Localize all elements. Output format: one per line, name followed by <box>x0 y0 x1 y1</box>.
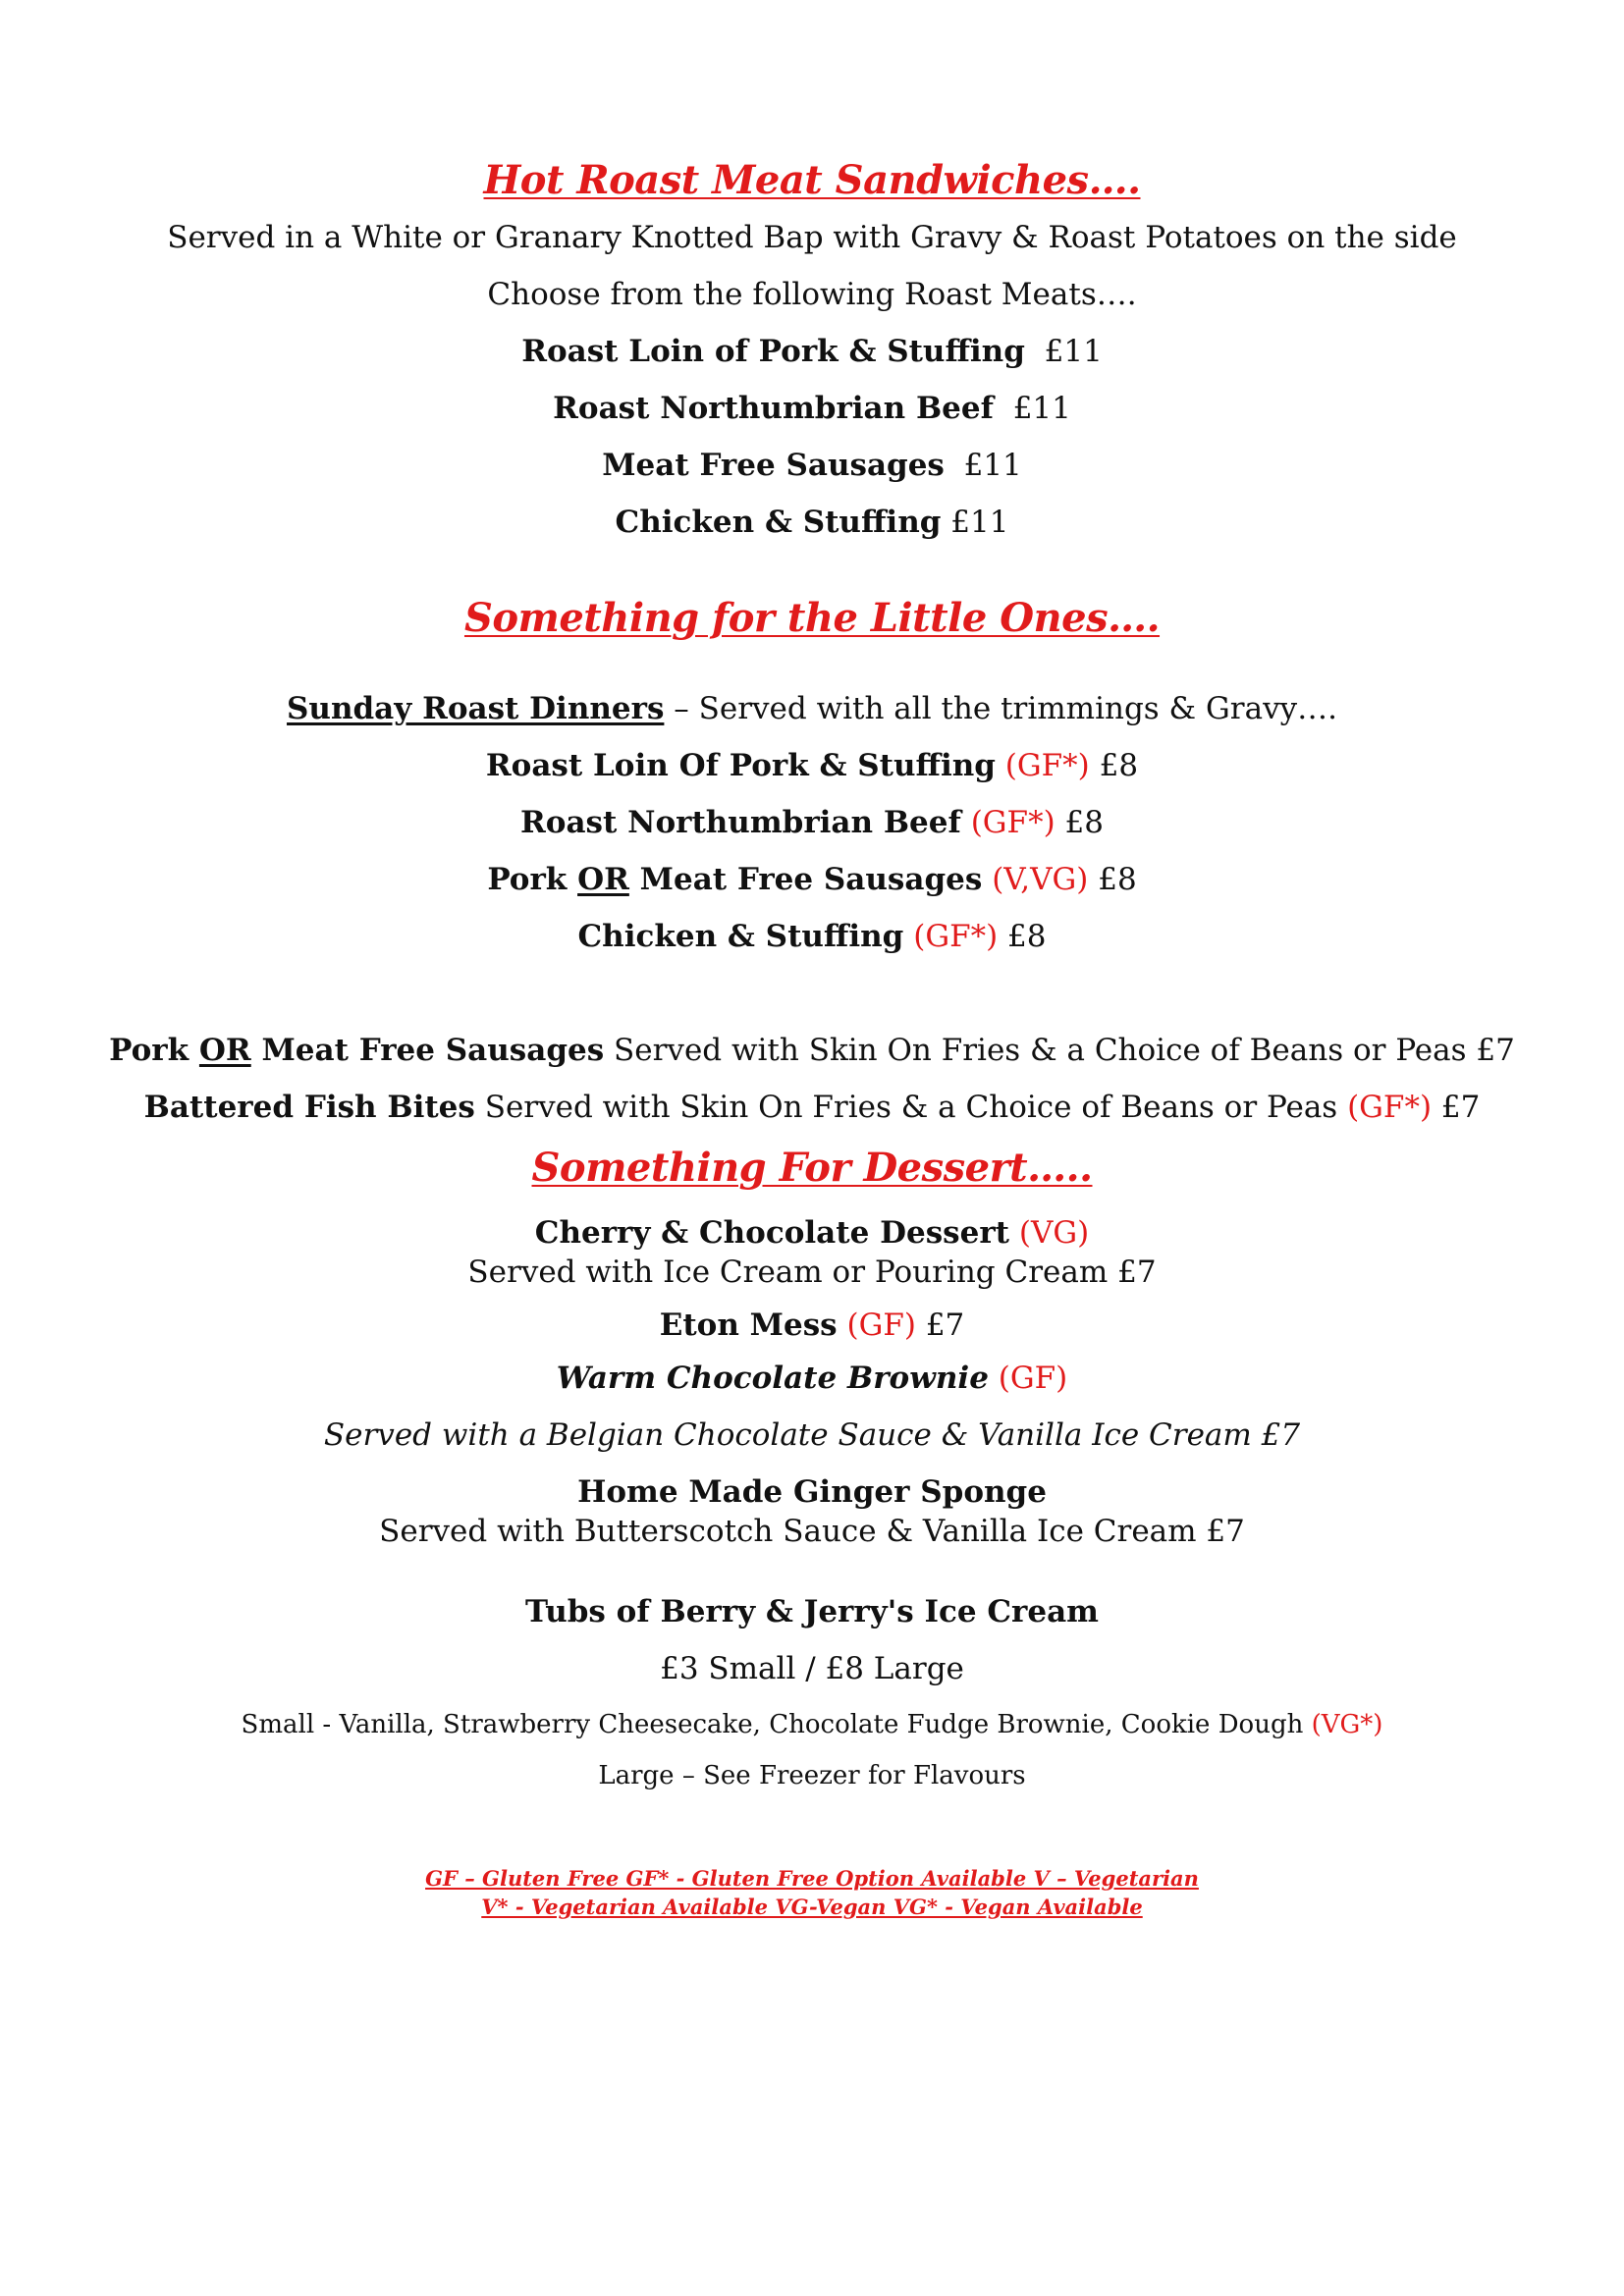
fish-bites-line <box>0 1088 1624 1127</box>
cherry-dessert-desc: Served with Ice Cream or Pouring Cream £7 <box>467 1255 1157 1290</box>
sandwiches-intro: Served in a White or Granary Knotted Bap with Gravy & Roast Potatoes on the side <box>167 220 1457 255</box>
ice-cream-prices: £3 Small / £8 Large <box>660 1651 964 1686</box>
sandwich-item <box>0 389 1624 428</box>
sandwich-price: £11 <box>1012 391 1071 426</box>
fish-bites-name: Battered Fish Bites <box>143 1090 475 1125</box>
sandwich-name: Roast Northumbrian Beef <box>553 391 994 426</box>
dessert-heading: Something For Dessert….. <box>531 1145 1093 1191</box>
roast-name-or: OR <box>577 862 629 897</box>
dietary-tag: (GF) <box>846 1308 916 1343</box>
kids-sausages-name-or: OR <box>198 1033 251 1068</box>
dietary-tag: (GF*) <box>1347 1090 1433 1125</box>
sandwich-name: Roast Loin of Pork & Stuffing <box>521 334 1025 369</box>
small-flavours-line <box>0 1708 1624 1741</box>
dietary-tag: (VG*) <box>1311 1710 1383 1739</box>
sandwich-name: Chicken & Stuffing <box>615 505 942 540</box>
roast-price: £8 <box>1099 748 1139 783</box>
dietary-tag: (GF) <box>998 1361 1068 1396</box>
kids-sausages-desc: Served with Skin On Fries & a Choice of Beans or Peas £7 <box>604 1033 1515 1068</box>
roast-item <box>0 803 1624 842</box>
roast-name: Roast Northumbrian Beef <box>520 805 961 840</box>
little-ones-heading: Something for the Little Ones…. <box>463 595 1161 641</box>
eton-mess-line <box>0 1306 1624 1345</box>
roast-price: £8 <box>1098 862 1137 897</box>
roast-name: Roast Loin Of Pork & Stuffing <box>485 748 996 783</box>
sandwiches-choose: Choose from the following Roast Meats…. <box>487 277 1137 312</box>
sandwich-item <box>0 332 1624 371</box>
sandwich-item <box>0 446 1624 485</box>
roast-price: £8 <box>1064 805 1104 840</box>
fish-bites-price: £7 <box>1440 1090 1481 1125</box>
sandwich-price: £11 <box>950 505 1009 540</box>
dietary-tag: (GF*) <box>913 919 999 954</box>
brownie-desc: Served with a Belgian Chocolate Sauce & Vanilla Ice Cream £7 <box>323 1417 1301 1453</box>
eton-mess-name: Eton Mess <box>659 1308 838 1343</box>
large-flavours: Large – See Freezer for Flavours <box>598 1761 1026 1790</box>
roast-item <box>0 746 1624 785</box>
fish-bites-desc: Served with Skin On Fries & a Choice of Beans or Peas <box>474 1090 1348 1125</box>
dietary-tag: (GF*) <box>1004 748 1090 783</box>
roast-item <box>0 860 1624 899</box>
sunday-roast-line <box>0 689 1624 728</box>
ginger-sponge-name: Home Made Ginger Sponge <box>577 1474 1047 1510</box>
dietary-legend-line1: GF – Gluten Free GF* - Gluten Free Option Available V – Vegetarian <box>425 1866 1199 1891</box>
eton-mess-price: £7 <box>925 1308 965 1343</box>
cherry-dessert-name: Cherry & Chocolate Dessert <box>534 1215 1009 1251</box>
cherry-dessert-line <box>0 1213 1624 1253</box>
dietary-tag: (V,VG) <box>992 862 1089 897</box>
roast-price: £8 <box>1007 919 1047 954</box>
brownie-name: Warm Chocolate Brownie <box>556 1361 989 1396</box>
roast-name-b: Meat Free Sausages <box>628 862 983 897</box>
dietary-tag: (GF*) <box>970 805 1056 840</box>
sandwich-price: £11 <box>1044 334 1103 369</box>
kids-sausages-name-b: Meat Free Sausages <box>250 1033 605 1068</box>
roast-name-a: Pork <box>487 862 578 897</box>
sandwiches-heading: Hot Roast Meat Sandwiches…. <box>483 157 1141 203</box>
roast-name: Chicken & Stuffing <box>577 919 904 954</box>
brownie-line <box>0 1359 1624 1398</box>
roast-item <box>0 917 1624 956</box>
kids-sausages-line <box>0 1031 1624 1070</box>
sandwich-price: £11 <box>963 448 1022 483</box>
ice-cream-title: Tubs of Berry & Jerry's Ice Cream <box>525 1594 1099 1629</box>
sunday-roast-title: Sunday Roast Dinners <box>287 691 665 726</box>
dietary-legend-line2: V* - Vegetarian Available VG-Vegan VG* - Vegan Available <box>481 1895 1143 1919</box>
ginger-sponge-desc: Served with Butterscotch Sauce & Vanilla Ice Cream £7 <box>379 1514 1245 1549</box>
small-flavours: Small - Vanilla, Strawberry Cheesecake, Chocolate Fudge Brownie, Cookie Dough <box>241 1710 1312 1739</box>
dietary-tag: (VG) <box>1018 1215 1090 1251</box>
sunday-roast-desc: – Served with all the trimmings & Gravy…. <box>664 691 1337 726</box>
sandwich-name: Meat Free Sausages <box>602 448 945 483</box>
kids-sausages-name-a: Pork <box>109 1033 199 1068</box>
sandwich-item <box>0 503 1624 542</box>
